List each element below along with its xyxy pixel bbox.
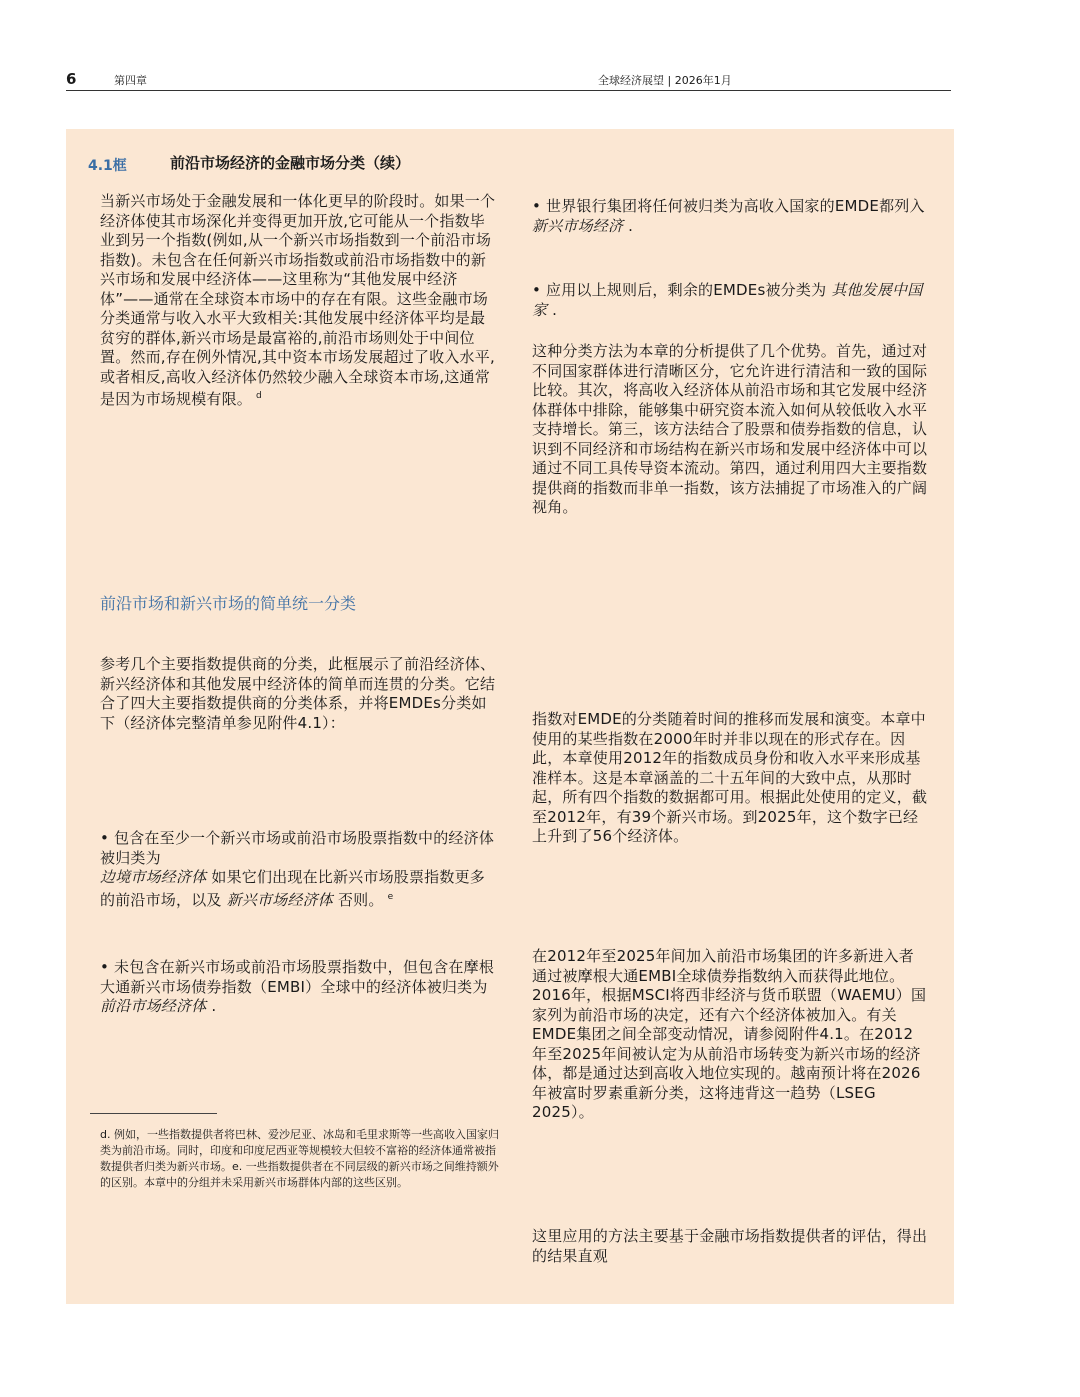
bullet-embi [100,958,498,1017]
bullet-high-income [532,197,928,236]
bullet-frontier-or-emerging [100,829,498,910]
bullet-1-text-c: 否则。 [337,890,384,909]
bullet-4-emphasis: 其他发展中国家 [532,281,923,319]
bullet-other-developing [532,281,928,320]
bullet-2-emphasis: 前沿市场经济体 [100,997,207,1015]
right-paragraph-advantages: 这种分类方法为本章的分析提供了几个优势。首先，通过对不同国家群体进行清晰区分，它允许进行清洁和一致的国际比较。其次，将高收入经济体从前沿市场和其它发展中经济体群体中排除，能够集中研究资本流入如何从较低收入水平支持增长。第三，该方法结合了股票和债券指数的信息，认识到不同经济和市场结构在新兴市场和发展中经济体中可以通过不同工具传导资本流动。第四，通过利用四大主要指数提供商的指数而非单一指数，该方法捕捉了市场准入的广阔视角。 [532,342,928,516]
footnotes: d. 例如，一些指数提供者将巴林、爱沙尼亚、冰岛和毛里求斯等一些高收入国家归类为前沿市场。同时，印度和印度尼西亚等规模较大但较不富裕的经济体通常被指数提供者归类为新兴市场。e. 一些指数提供者在不同层级的新兴市场之间维持额外的区别。本章中的分组并未采用新兴市场群体内部的这些区别。 [100,1128,499,1189]
bullet-1-emphasis-2: 新兴市场经济体 [226,890,333,909]
chapter-label: 第四章 [114,74,147,87]
footnote-rule [90,1113,217,1114]
bullet-4-end: . [552,300,558,319]
running-title: 全球经济展望 | 2026年1月 [598,74,732,87]
bullet-3-end: . [628,216,634,235]
bullet-1-text-a: • 包含在至少一个新兴市场或前沿市场股票指数中的经济体被归类为 [100,829,495,867]
box-label: 4.1框 [88,158,127,174]
bullet-2-text: • 未包含在新兴市场或前沿市场股票指数中，但包含在摩根大通新兴市场债券指数（EMBI）全球中的经济体被归类为 [100,958,495,996]
footnote-ref-d: d [256,391,262,401]
bullet-3-text: • 世界银行集团将任何被归类为高收入国家的EMDE都列入 [532,197,925,215]
right-paragraph-new-entrants: 在2012年至2025年间加入前沿市场集团的许多新进入者通过被摩根大通EMBI全球债券指数纳入而获得此地位。2016年，根据MSCI将西非经济与货币联盟（WAEMU）国家列为前沿市场的决定，还有六个经济体被加入。有关EMDE集团之间全部变动情况，请参阅附件4.1。在2012年至2025年间被认定为从前沿市场转变为新兴市场的经济体，都是通过达到高收入地位实现的。越南预计将在2026年被富时罗素重新分类，这将违背这一趋势（LSEG 2025）。 [532,947,927,1121]
page-number: 6 [66,70,77,88]
bullet-3-emphasis: 新兴市场经济 [532,216,624,235]
bullet-2-end: . [211,997,217,1015]
box-title: 前沿市场经济的金融市场分类（续） [170,154,411,172]
right-paragraph-evolution: 指数对EMDE的分类随着时间的推移而发展和演变。本章中使用的某些指数在2000年时并非以现在的形式存在。因此，本章使用2012年的指数成员身份和收入水平来形成基准样本。这是本章涵盖的二十五年间的大致中点，从那时起，所有四个指数的数据都可用。根据此处使用的定义，截至2012年，有39个新兴市场。到2025年，这个数字已经上升到了56个经济体。 [532,710,928,845]
bullet-1-emphasis-1: 边境市场经济体 [100,868,207,886]
left-paragraph-2: 参考几个主要指数提供商的分类，此框展示了前沿经济体、新兴经济体和其他发展中经济体的简单而连贯的分类。它结合了四大主要指数提供商的分类体系，并将EMDEs分类如下（经济体完整清单参见附件4.1）： [100,655,496,732]
footnote-ref-e: e [387,891,394,902]
section-subheading: 前沿市场和新兴市场的简单统一分类 [100,594,357,613]
left-paragraph-1-text: 当新兴市场处于金融发展和一体化更早的阶段时。如果一个经济体使其市场深化并变得更加开放,它可能从一个指数毕业到另一个指数(例如,从一个新兴市场指数到一个前沿市场指数)。未包含在任何新兴市场指数或前沿市场指数中的新兴市场和发展中经济体——这里称为“其他发展中经济体”——通常在全球资本市场中的存在有限。这些金融市场分类通常与收入水平大致相关:其他发展中经济体平均是最贫穷的群体,新兴市场是最富裕的,前沿市场则处于中间位置。然而,存在例外情况,其中资本市场发展超过了收入水平,或者相反,高收入经济体仍然较少融入全球资本市场,这通常是因为市场规模有限。 [100,192,496,408]
left-paragraph-1 [100,192,498,410]
page-header [66,70,951,91]
bullet-4-text: • 应用以上规则后，剩余的EMDEs被分类为 [532,281,827,299]
right-paragraph-method: 这里应用的方法主要基于金融市场指数提供者的评估，得出的结果直观 [532,1227,928,1265]
bullet-1-text-b: 如果它们出现在比新兴市场股票指数更多的前沿市场，以及 [100,868,485,909]
